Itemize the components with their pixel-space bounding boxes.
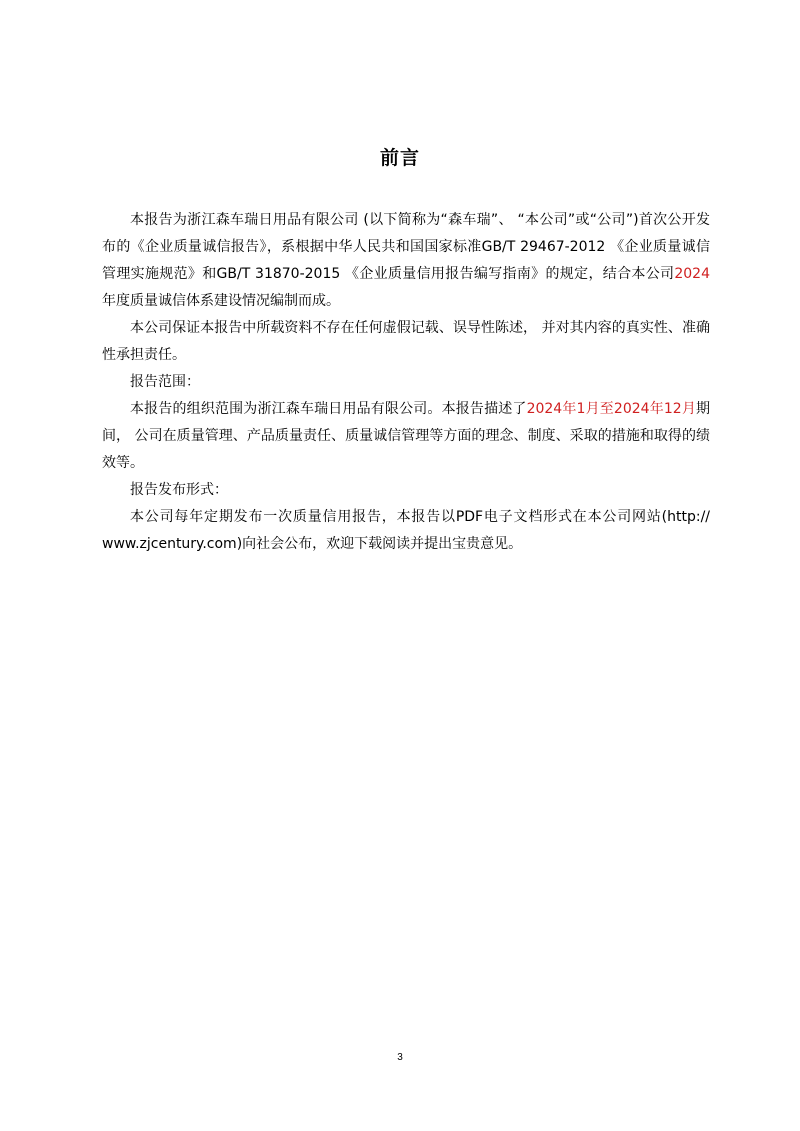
report-period: 2024年1月至2024年12月 [526, 401, 697, 417]
page-title: 前言 [379, 147, 420, 169]
format-heading: 报告发布形式： [130, 482, 228, 498]
format-paragraph: 本公司每年定期发布一次质量信用报告，本报告以PDF电子文档形式在本公司网站(http:// www.zjcentury.com)向社会公布，欢迎下载阅读并提出宝贵意见。 [102, 509, 710, 552]
page-number: 3 [397, 1052, 403, 1063]
scope-heading: 报告范围： [130, 374, 200, 390]
scope-text-end: 期间， 公司在质量管理、产品质量责任、质量诚信管理等方面的理念、制度、采取的措施和取得的绩效等。 [102, 401, 711, 471]
scope-text: 本报告的组织范围为浙江森车瑞日用品有限公司。本报告描述了 [130, 401, 527, 417]
intro-text: 本报告为浙江森车瑞日用品有限公司 (以下简称为“森车瑞”、 “本公司”或“公司”)首次公开发布的《企业质量诚信报告》，系根据中华人民共和国国家标准GB/T 29467-2012 《企业质量诚信管理实施规范》和GB/T 31870-2015 《企业质量信用报告编写指南》的规定，结合本公司 [102, 212, 710, 282]
intro-text-end: 年度质量诚信体系建设情况编制而成。 [102, 293, 340, 309]
report-year: 2024 [674, 266, 710, 282]
scope-paragraph [102, 396, 710, 477]
document-body [102, 207, 710, 558]
guarantee-paragraph: 本公司保证本报告中所载资料不存在任何虚假记载、误导性陈述， 并对其内容的真实性、准确性承担责任。 [102, 320, 710, 363]
intro-paragraph [102, 207, 710, 315]
